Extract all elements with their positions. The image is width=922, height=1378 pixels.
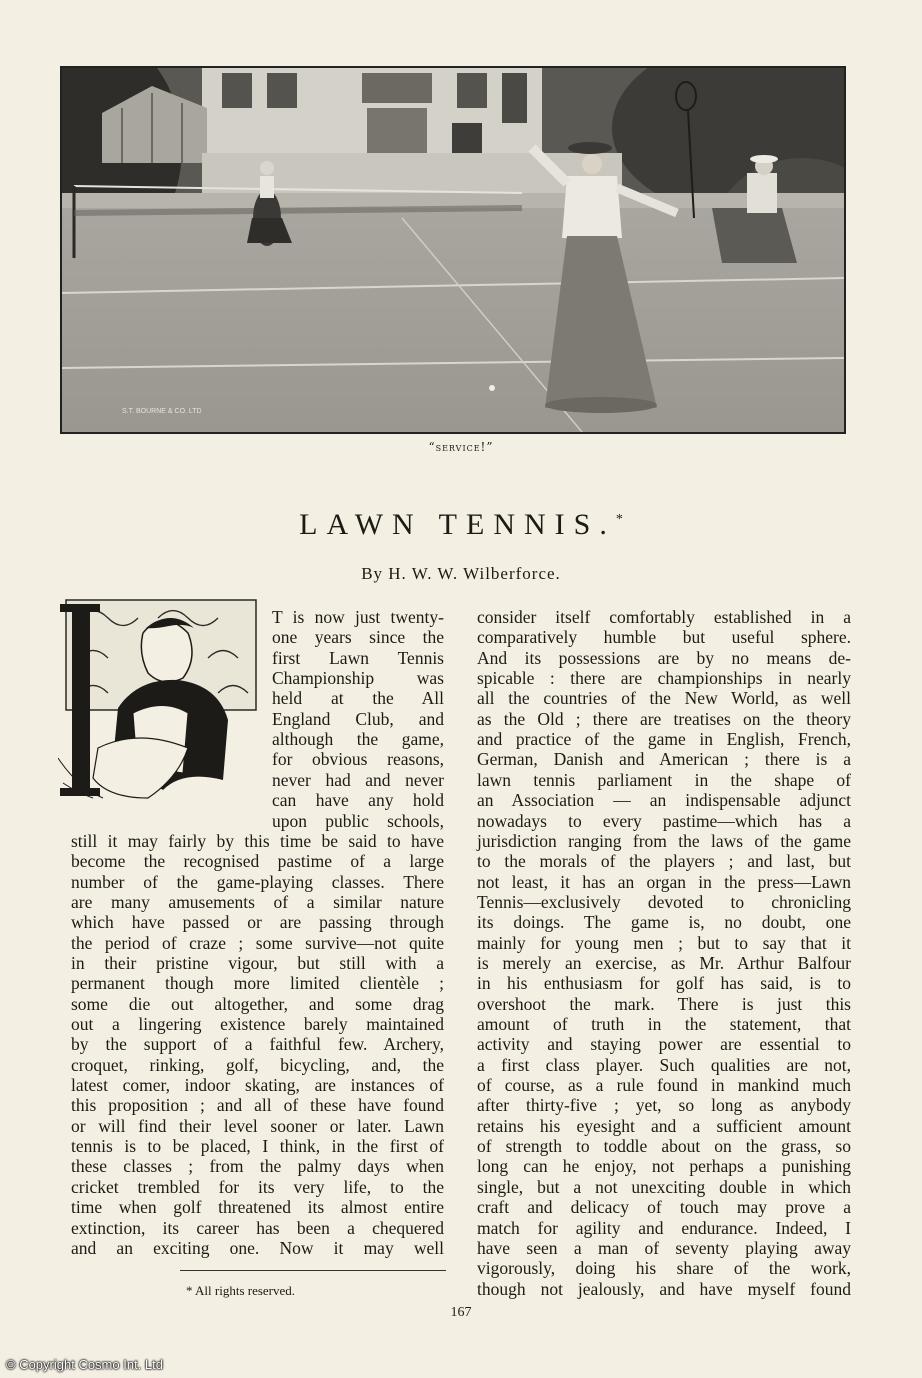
text-line: Championship was [272, 668, 444, 689]
text-line: are many amusements of a similar nature [71, 891, 444, 912]
text-line: by the support of a faithful few. Archery, [71, 1034, 444, 1055]
text-line: first Lawn Tennis [272, 647, 444, 668]
text-line: an Association — an indispensable adjunct [477, 790, 851, 811]
text-line: craft and delicacy of touch may prove a [477, 1197, 851, 1218]
text-line: single, but a not unexciting double in which [477, 1176, 851, 1197]
text-line: retains his eyesight and a sufficient amount [477, 1115, 851, 1136]
text-line: upon public schools, [272, 810, 444, 831]
text-line: long can he enjoy, not perhaps a punishing [477, 1156, 851, 1177]
tennis-scene-illustration [62, 68, 844, 432]
text-line: jurisdiction ranging from the laws of the game [477, 830, 851, 851]
text-line: lawn tennis parliament in the shape of [477, 769, 851, 790]
text-line: England Club, and [272, 708, 444, 729]
text-line: nowadays to every pastime—which has a [477, 810, 851, 831]
text-line: match for agility and endurance. Indeed, I [477, 1217, 851, 1238]
text-line: permanent though more limited clientèle ; [71, 973, 444, 994]
text-line: out a lingering existence barely maintained [71, 1014, 444, 1034]
text-line: although the game, [272, 729, 444, 750]
dropcap-illustration [58, 598, 263, 820]
text-line: can have any hold [272, 790, 444, 811]
text-line: never had and never [272, 769, 444, 790]
text-line: and practice of the game in English, French, [477, 729, 851, 750]
article-title [0, 508, 922, 542]
page-number: 167 [450, 1305, 472, 1320]
title-footnote-marker: * [615, 512, 623, 527]
text-line: amount of truth in the statement, that [477, 1014, 851, 1034]
text-line: not least, it has an organ in the press—Lawn [477, 871, 851, 892]
text-line: this proposition ; and all of these have found [71, 1095, 444, 1116]
copyright-watermark: © Copyright Cosmo Int. Ltd [6, 1357, 163, 1372]
text-line: in their pristine vigour, but still with a [71, 952, 444, 973]
text-line: Tennis—exclusively devoted to chronicling [477, 891, 851, 912]
text-line: of course, as a rule found in mankind much [477, 1075, 851, 1096]
text-line: of strength to toddle about on the grass, so [477, 1136, 851, 1157]
text-line: German, Danish and American ; there is a [477, 749, 851, 770]
text-line: comparatively humble but useful sphere. [477, 627, 851, 648]
text-line: mainly for young men ; but to say that it [477, 932, 851, 953]
text-line: and an exciting one. Now it may well [71, 1237, 444, 1258]
dropcap-figure [58, 598, 263, 820]
text-line: cricket trembled for its very life, to the [71, 1176, 444, 1197]
text-line: extinction, its career has been a chequered [71, 1217, 444, 1238]
text-line: tennis is to be placed, I think, in the first of [71, 1136, 444, 1157]
text-line: croquet, rinking, golf, bicycling, and, the [71, 1054, 444, 1075]
text-line: overshoot the mark. There is just this [477, 993, 851, 1014]
text-line: have seen a man of seventy playing away [477, 1237, 851, 1258]
text-line: the period of craze ; some survive—not quite [71, 932, 444, 953]
text-line: latest comer, indoor skating, are instances of [71, 1075, 444, 1096]
text-line: all the countries of the New World, as well [477, 688, 851, 709]
text-line: or will find their level sooner or later. Lawn [71, 1115, 444, 1136]
text-line: some die out altogether, and some drag [71, 993, 444, 1014]
text-line: in his enthusiasm for golf has said, is to [477, 973, 851, 994]
text-line: And its possessions are by no means de- [477, 647, 851, 668]
text-line: held at the All [272, 688, 444, 709]
text-line: as the Old ; there are treatises on the theory [477, 708, 851, 729]
engraver-mark: S.T. BOURNE & CO. LTD [122, 408, 202, 415]
article-title-text: LAWN TENNIS. [299, 508, 616, 541]
text-line: T is now just twenty- [272, 607, 444, 627]
text-line: time when golf threatened its almost entire [71, 1197, 444, 1218]
footnote-rule [180, 1270, 446, 1271]
text-line: though not jealously, and have myself found [477, 1278, 851, 1299]
text-line: a first class player. Such qualities are not, [477, 1054, 851, 1075]
footnote: * All rights reserved. [186, 1283, 296, 1298]
text-line: to the morals of the players ; and last, but [477, 851, 851, 872]
text-line: for obvious reasons, [272, 749, 444, 770]
text-line: still it may fairly by this time be said to have [71, 830, 444, 851]
text-line: which have passed or are passing through [71, 912, 444, 933]
text-line: spicable : there are championships in nearly [477, 668, 851, 689]
text-line: one years since the [272, 627, 444, 648]
text-line: become the recognised pastime of a large [71, 851, 444, 872]
tennis-photograph [60, 66, 846, 434]
text-line: activity and staying power are essential to [477, 1034, 851, 1055]
article-byline: By H. W. W. Wilberforce. [361, 564, 561, 583]
text-line: number of the game-playing classes. There [71, 871, 444, 892]
text-line: its doings. The game is, no doubt, one [477, 912, 851, 933]
text-line: these classes ; from the palmy days when [71, 1156, 444, 1177]
text-line: is merely an exercise, as Mr. Arthur Balfour [477, 952, 851, 973]
photo-caption: “service!” [428, 440, 494, 454]
text-line: consider itself comfortably established in a [477, 607, 851, 627]
text-line: vigorously, doing his share of the work, [477, 1258, 851, 1279]
text-line: after thirty-five ; yet, so long as anybody [477, 1095, 851, 1116]
